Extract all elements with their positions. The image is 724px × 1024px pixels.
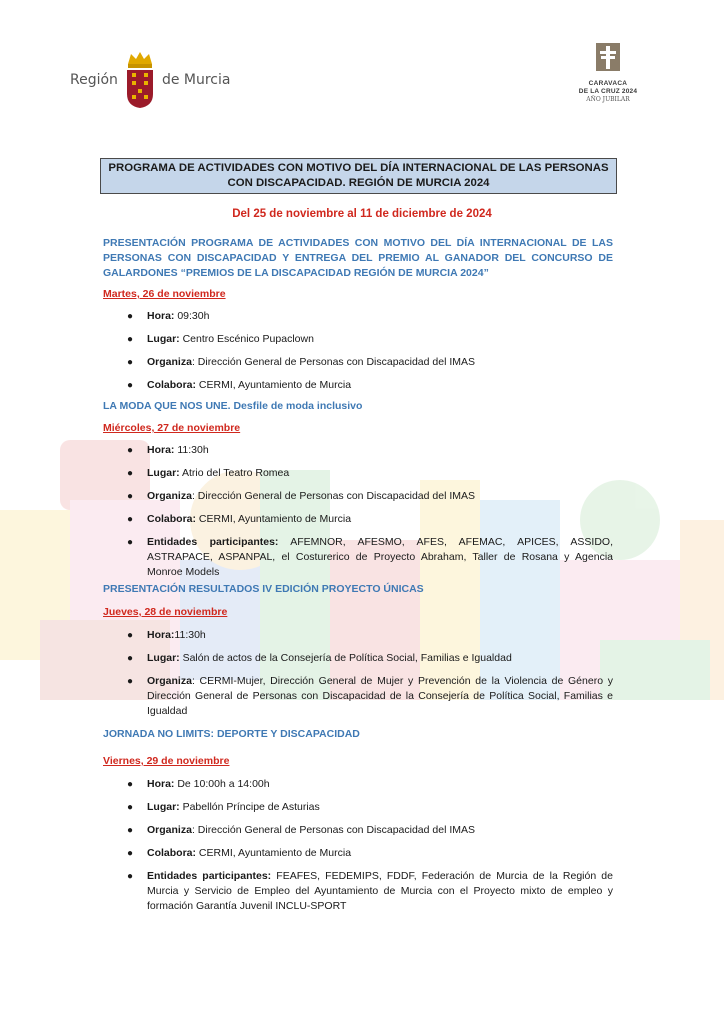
event-detail-item	[103, 466, 613, 481]
detail-value: : Dirección General de Personas con Discapacidad del IMAS	[191, 824, 475, 836]
event-detail-item	[103, 628, 613, 643]
detail-label: Entidades participantes:	[147, 870, 272, 882]
detail-label: Lugar:	[147, 652, 180, 664]
event-heading: PRESENTACIÓN RESULTADOS IV EDICIÓN PROYECTO ÚNICAS	[103, 583, 424, 595]
bullet-icon: ●	[127, 468, 134, 479]
detail-label: Entidades participantes:	[147, 536, 279, 548]
bullet-icon: ●	[127, 653, 134, 664]
detail-label: Lugar:	[147, 467, 180, 479]
detail-label: Organiza	[147, 824, 192, 836]
detail-value: CERMI, Ayuntamiento de Murcia	[196, 379, 352, 391]
event-detail-item	[103, 800, 613, 815]
detail-label: Hora:	[147, 444, 175, 456]
event-detail-item	[103, 443, 613, 458]
event-heading: JORNADA NO LIMITS: DEPORTE Y DISCAPACIDAD	[103, 728, 360, 740]
bullet-icon: ●	[127, 779, 134, 790]
bullet-icon: ●	[127, 334, 134, 345]
detail-label: Lugar:	[147, 801, 180, 813]
bullet-icon: ●	[127, 537, 134, 548]
detail-value: Salón de actos de la Consejería de Política Social, Familias e Igualdad	[179, 652, 512, 664]
event-detail-item	[103, 823, 613, 838]
event-detail-item	[103, 846, 613, 861]
detail-label: Colabora:	[147, 847, 197, 859]
detail-value: : Dirección General de Personas con Discapacidad del IMAS	[191, 356, 475, 368]
detail-label: Organiza	[147, 490, 192, 502]
detail-label: Lugar:	[147, 333, 180, 345]
event-detail-item	[103, 674, 613, 719]
detail-value: CERMI, Ayuntamiento de Murcia	[196, 847, 352, 859]
detail-label: Hora:	[147, 778, 175, 790]
detail-value: 09:30h	[174, 310, 210, 322]
date-range: Del 25 de noviembre al 11 de diciembre de 2024	[232, 208, 492, 220]
bullet-icon: ●	[127, 514, 134, 525]
bullet-icon: ●	[127, 848, 134, 859]
event-heading: LA MODA QUE NOS UNE. Desfile de moda inclusivo	[103, 400, 363, 412]
detail-value: 11:30h	[174, 444, 209, 456]
detail-value: Atrio del Teatro Romea	[179, 467, 290, 479]
title-line-1: PROGRAMA DE ACTIVIDADES CON MOTIVO DEL DÍA INTERNACIONAL DE LAS PERSONAS	[108, 162, 609, 174]
event-detail-item	[103, 651, 613, 666]
event-detail-item	[103, 535, 613, 580]
bullet-icon: ●	[127, 630, 134, 641]
detail-label: Colabora:	[147, 513, 197, 525]
event-day: Miércoles, 27 de noviembre	[103, 422, 241, 434]
detail-value: 11:30h	[174, 629, 206, 641]
bullet-icon: ●	[127, 357, 134, 368]
event-list	[103, 236, 613, 914]
event-detail-item	[103, 309, 613, 324]
detail-label: Colabora:	[147, 379, 197, 391]
event-day: Jueves, 28 de noviembre	[103, 606, 228, 618]
bullet-icon: ●	[127, 871, 134, 882]
event-heading: PRESENTACIÓN PROGRAMA DE ACTIVIDADES CON MOTIVO DEL DÍA INTERNACIONAL DE LAS PERSONAS CON DISCAPACIDAD Y ENTREGA DEL PREMIO AL GANADOR DEL CONCURSO DE GALARDONES “PREMIOS DE LA DISCAPACIDAD REGIÓN DE MURCIA 2024”	[103, 237, 613, 279]
bullet-icon: ●	[127, 445, 134, 456]
event-detail-item	[103, 869, 613, 914]
event-section	[103, 399, 613, 580]
event-detail-item	[103, 332, 613, 347]
title-line-2: CON DISCAPACIDAD. REGIÓN DE MURCIA 2024	[227, 177, 490, 189]
event-detail-item	[103, 512, 613, 527]
caravaca-cross-icon	[595, 42, 621, 72]
logo-word-de-murcia: de Murcia	[161, 72, 231, 88]
detail-value: : CERMI-Mujer, Dirección General de Mujer y Prevención de la Violencia de Género y Dirección General de Personas con Discapacidad de la Consejería de Política Social, Familias e Igualdad	[147, 675, 613, 717]
detail-value: AFEMNOR, AFESMO, AFES, AFEMAC, APICES, ASSIDO, ASTRAPACE, ASPANPAL, el Costurerico de Proyecto Abraham, Taller de Rosana y Agencia Monroe Models	[147, 536, 613, 578]
bullet-icon: ●	[127, 676, 134, 687]
caravaca-logo	[570, 42, 646, 104]
detail-value: : Dirección General de Personas con Discapacidad del IMAS	[191, 490, 475, 502]
logo-word-region: Región	[70, 72, 118, 88]
region-murcia-logo	[70, 50, 230, 110]
event-day: Martes, 26 de noviembre	[103, 288, 226, 300]
detail-label: Hora:	[147, 629, 175, 641]
detail-label: Organiza	[147, 356, 192, 368]
event-detail-item	[103, 489, 613, 504]
event-section	[103, 582, 613, 719]
event-section	[103, 236, 613, 393]
bullet-icon: ●	[127, 825, 134, 836]
detail-label: Hora:	[147, 310, 175, 322]
crest-icon	[123, 50, 157, 110]
event-detail-item	[103, 378, 613, 393]
detail-value: De 10:00h a 14:00h	[174, 778, 270, 790]
event-section	[103, 727, 613, 914]
detail-label: Organiza	[147, 675, 192, 687]
bullet-icon: ●	[127, 802, 134, 813]
logo-text-de-la-cruz: DE LA CRUZ 2024	[578, 88, 638, 95]
program-title-box	[100, 158, 617, 194]
detail-value: Pabellón Príncipe de Asturias	[179, 801, 320, 813]
event-detail-item	[103, 777, 613, 792]
bullet-icon: ●	[127, 311, 134, 322]
detail-value: FEAFES, FEDEMIPS, FDDF, Federación de Murcia de la Región de Murcia y Servicio de Empleo del Ayuntamiento de Murcia con el Proyecto mixto de empleo y formación Garantía Juvenil INCLU-SPORT	[147, 870, 613, 912]
bullet-icon: ●	[127, 380, 134, 391]
bullet-icon: ●	[127, 491, 134, 502]
detail-value: Centro Escénico Pupaclown	[179, 333, 314, 345]
detail-value: CERMI, Ayuntamiento de Murcia	[196, 513, 352, 525]
event-day: Viernes, 29 de noviembre	[103, 755, 230, 767]
event-detail-item	[103, 355, 613, 370]
logo-text-caravaca: CARAVACA	[588, 80, 628, 87]
logo-text-ano-jubilar: AÑO JUBILAR	[586, 96, 630, 103]
